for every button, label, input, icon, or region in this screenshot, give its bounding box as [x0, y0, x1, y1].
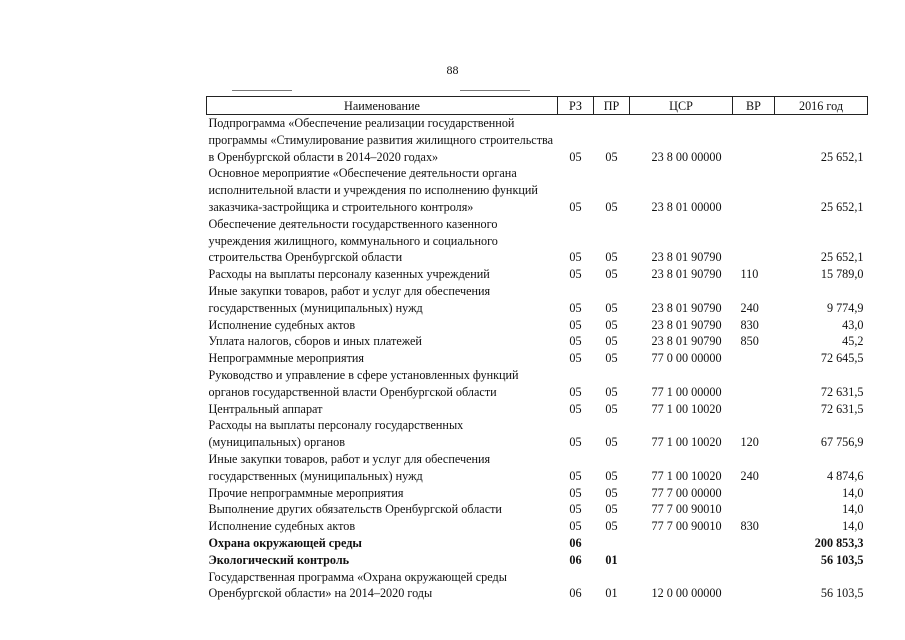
cell-vr: 120	[740, 435, 759, 450]
cell-amount: 9 774,9	[826, 300, 864, 315]
cell-pr: 05	[605, 300, 618, 315]
cell-vr	[733, 350, 775, 367]
cell-name: Исполнение судебных актов	[208, 317, 356, 332]
cell-vr	[733, 552, 775, 569]
cell-rz: 05	[569, 485, 582, 500]
cell-name: Центральный аппарат	[208, 401, 323, 416]
cell-csr	[630, 552, 733, 569]
cell-csr: 23 8 01 90790	[651, 250, 722, 265]
cell-name: Иные закупки товаров, работ и услуг для обеспечения государственных (муниципальных) нужд	[208, 451, 491, 483]
cell-pr: 05	[605, 435, 618, 450]
cell-rz: 05	[569, 334, 582, 349]
table-row	[207, 417, 868, 451]
cell-amount: 67 756,9	[820, 435, 864, 450]
cell-rz: 06	[569, 552, 582, 567]
table-row	[207, 283, 868, 317]
cell-vr: 240	[740, 300, 759, 315]
cell-vr	[733, 367, 775, 401]
cell-csr: 77 1 00 10020	[651, 468, 722, 483]
cell-name: Государственная программа «Охрана окружающей среды Оренбургской области» на 2014–2020 годы	[208, 569, 507, 601]
cell-csr: 23 8 01 90790	[651, 334, 722, 349]
cell-vr: 240	[740, 468, 759, 483]
cell-vr	[733, 401, 775, 418]
table-row	[207, 535, 868, 552]
table-row	[207, 501, 868, 518]
cell-name: Экологический контроль	[208, 552, 350, 567]
table-row	[207, 266, 868, 283]
cell-amount: 14,0	[842, 485, 864, 500]
cell-pr: 05	[605, 519, 618, 534]
cell-rz: 05	[569, 199, 582, 214]
cell-rz: 05	[569, 267, 582, 282]
cell-csr: 77 1 00 00000	[651, 384, 722, 399]
cell-name: Непрограммные мероприятия	[208, 351, 365, 366]
header-name: Наименование	[207, 97, 558, 115]
cell-amount: 14,0	[842, 519, 864, 534]
table-row	[207, 333, 868, 350]
table-body	[207, 115, 868, 603]
cell-amount: 43,0	[842, 317, 864, 332]
cell-csr: 23 8 01 90790	[651, 317, 722, 332]
cell-name: Руководство и управление в сфере установленных функций органов государственной власти Оренбургской области	[208, 367, 519, 399]
cell-rz: 05	[569, 401, 582, 416]
cell-rz: 05	[569, 435, 582, 450]
cell-name: Основное мероприятие «Обеспечение деятельности органа исполнительной власти и учреждения по исполнению функций заказчика-застройщика и строительного контроля»	[208, 166, 538, 214]
cell-vr: 830	[740, 317, 759, 332]
cell-rz: 05	[569, 351, 582, 366]
table-row	[207, 115, 868, 166]
table-row	[207, 485, 868, 502]
cell-csr: 23 8 01 00000	[651, 199, 722, 214]
cell-csr: 77 0 00 00000	[651, 351, 722, 366]
cell-pr: 05	[605, 401, 618, 416]
cell-vr	[733, 485, 775, 502]
cell-amount: 56 103,5	[820, 552, 864, 567]
cell-rz: 05	[569, 149, 582, 164]
cell-csr: 77 7 00 00000	[651, 485, 722, 500]
header-rz: РЗ	[558, 97, 594, 115]
budget-table	[206, 96, 868, 602]
cell-amount: 72 631,5	[820, 401, 864, 416]
cell-name: Подпрограмма «Обеспечение реализации государственной программы «Стимулирование развития жилищного строительства в Оренбургской области в 2014–2020 годах»	[208, 116, 554, 164]
cell-vr: 850	[740, 334, 759, 349]
cell-vr	[733, 115, 775, 166]
cell-csr: 77 7 00 90010	[651, 502, 722, 517]
cell-amount: 25 652,1	[820, 149, 864, 164]
cell-amount: 200 853,3	[814, 535, 864, 550]
cell-pr: 05	[605, 250, 618, 265]
cell-rz: 05	[569, 468, 582, 483]
cell-amount: 72 645,5	[820, 351, 864, 366]
cell-name: Расходы на выплаты персоналу государственных (муниципальных) органов	[208, 418, 464, 450]
cell-pr: 05	[605, 502, 618, 517]
cell-name: Прочие непрограммные мероприятия	[208, 485, 404, 500]
cell-rz: 05	[569, 300, 582, 315]
cell-csr: 12 0 00 00000	[651, 586, 722, 601]
table-row	[207, 401, 868, 418]
cell-pr	[594, 535, 630, 552]
cell-csr: 23 8 00 00000	[651, 149, 722, 164]
cell-pr: 05	[605, 317, 618, 332]
cell-csr: 77 1 00 10020	[651, 435, 722, 450]
cell-csr	[630, 535, 733, 552]
cell-name: Расходы на выплаты персоналу казенных учреждений	[208, 267, 490, 282]
cell-rz: 05	[569, 502, 582, 517]
cell-vr	[733, 216, 775, 266]
cell-amount: 72 631,5	[820, 384, 864, 399]
cell-amount: 25 652,1	[820, 199, 864, 214]
table-row	[207, 569, 868, 603]
cell-rz: 06	[569, 586, 582, 601]
cell-pr: 05	[605, 468, 618, 483]
cell-name: Исполнение судебных актов	[208, 519, 356, 534]
cell-csr: 23 8 01 90790	[651, 267, 722, 282]
cell-amount: 25 652,1	[820, 250, 864, 265]
cell-pr: 05	[605, 334, 618, 349]
cell-pr: 01	[605, 552, 618, 567]
header-csr: ЦСР	[630, 97, 733, 115]
cell-name: Уплата налогов, сборов и иных платежей	[208, 334, 422, 349]
cell-amount: 4 874,6	[826, 468, 864, 483]
table-row	[207, 216, 868, 266]
cell-pr: 05	[605, 351, 618, 366]
cell-vr: 110	[740, 267, 759, 282]
cell-rz: 05	[569, 317, 582, 332]
header-pr: ПР	[594, 97, 630, 115]
top-rule-left	[232, 90, 292, 91]
header-amount: 2016 год	[775, 97, 868, 115]
cell-csr: 77 7 00 90010	[651, 519, 722, 534]
cell-rz: 06	[569, 535, 582, 550]
cell-pr: 05	[605, 149, 618, 164]
cell-name: Обеспечение деятельности государственного казенного учреждения жилищного, коммунального и социального строительства Оренбургской области	[208, 216, 498, 265]
cell-vr	[733, 535, 775, 552]
cell-csr: 23 8 01 90790	[651, 300, 722, 315]
cell-name: Охрана окружающей среды	[208, 535, 362, 550]
table-row	[207, 165, 868, 215]
cell-pr: 05	[605, 199, 618, 214]
cell-pr: 01	[605, 586, 618, 601]
cell-pr: 05	[605, 384, 618, 399]
table-row	[207, 451, 868, 485]
table-row	[207, 350, 868, 367]
cell-rz: 05	[569, 519, 582, 534]
cell-vr: 830	[740, 519, 759, 534]
cell-rz: 05	[569, 250, 582, 265]
cell-csr: 77 1 00 10020	[651, 401, 722, 416]
table-row	[207, 518, 868, 535]
cell-vr	[733, 501, 775, 518]
cell-amount: 15 789,0	[820, 267, 864, 282]
cell-rz: 05	[569, 384, 582, 399]
cell-pr: 05	[605, 267, 618, 282]
cell-name: Выполнение других обязательств Оренбургской области	[208, 502, 502, 517]
cell-pr: 05	[605, 485, 618, 500]
top-rule-right	[460, 90, 530, 91]
cell-amount: 56 103,5	[820, 586, 864, 601]
page-number: 88	[446, 63, 459, 77]
cell-vr	[733, 165, 775, 215]
cell-amount: 45,2	[842, 334, 864, 349]
table-row	[207, 552, 868, 569]
header-vr: ВР	[733, 97, 775, 115]
cell-amount: 14,0	[842, 502, 864, 517]
table-row	[207, 317, 868, 334]
cell-vr	[733, 569, 775, 603]
table-row	[207, 367, 868, 401]
cell-name: Иные закупки товаров, работ и услуг для обеспечения государственных (муниципальных) нужд	[208, 283, 491, 315]
table-header-row	[207, 97, 868, 115]
